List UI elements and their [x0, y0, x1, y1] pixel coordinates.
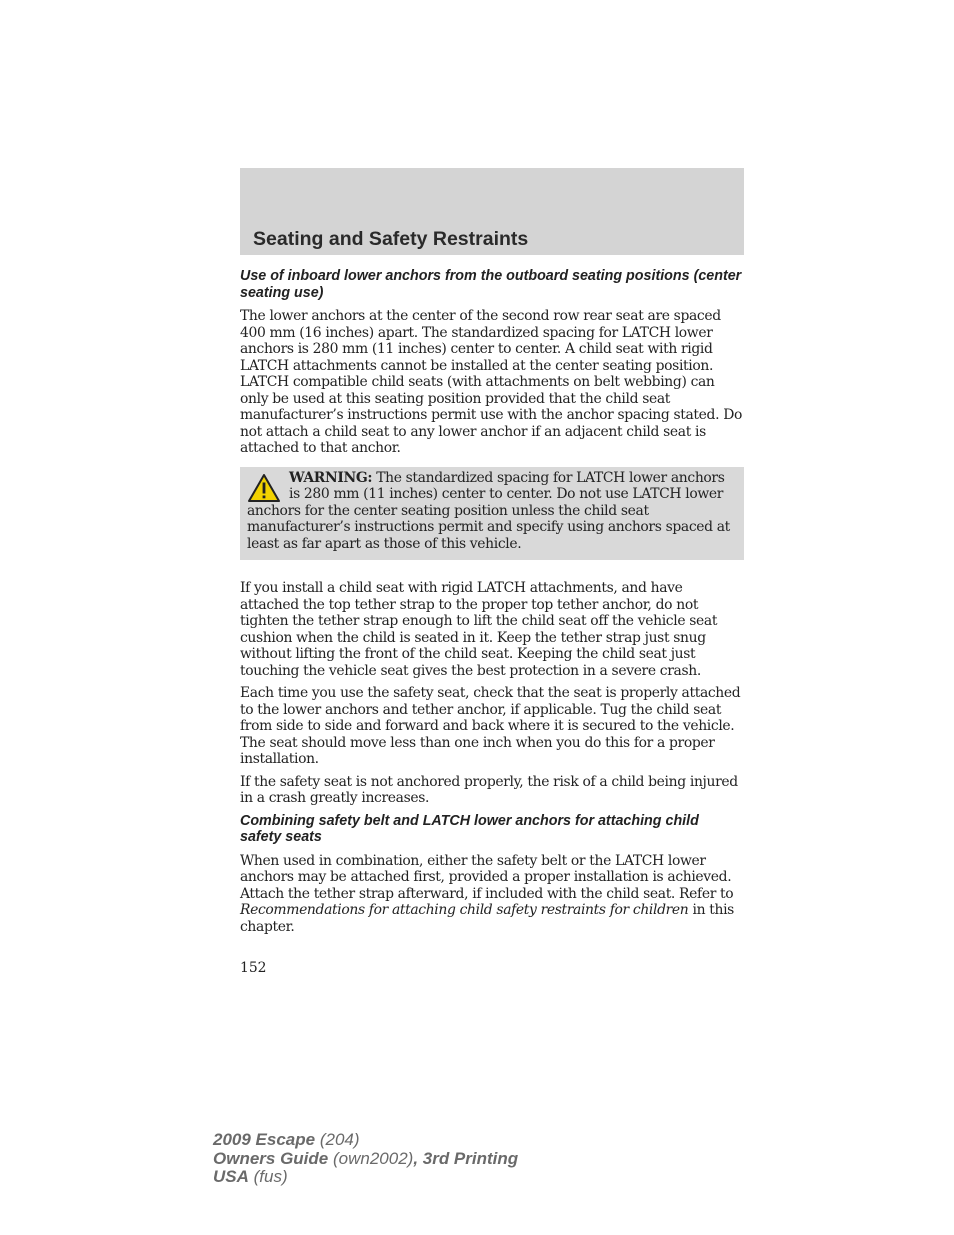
subheading-inboard-anchors: Use of inboard lower anchors from the outboard seating positions (center seating use) [240, 268, 742, 301]
footer-line-model: 2009 Escape (204) [213, 1130, 360, 1149]
combination-text-start: When used in combination, either the safety belt or the LATCH lower anchors may be attached first, provided a proper installation is achieved. Attach the tether strap afterward, if included with the child seat. Refer to [240, 852, 734, 902]
page-content [240, 268, 744, 941]
footer-line-region: USA (fus) [213, 1167, 288, 1186]
warning-text: The standardized spacing for LATCH lower anchors is 280 mm (11 inches) center to center. Do not use LATCH lower anchors for the center seating position unless the child seat manufacturer’s instructions permit and specify using anchors spaced at least as far apart as those of this vehicle. [247, 469, 730, 552]
page-number: 152 [240, 960, 267, 976]
paragraph-check-seat: Each time you use the safety seat, check that the seat is properly attached to the lower anchors and tether anchor, if applicable. Tug the child seat from side to side and forward and back where it is secured to the vehicle. The seat should move less than one inch when you do this for a proper installation. [240, 685, 741, 767]
warning-triangle-icon [247, 473, 281, 503]
combination-text-end: in this chapter. [240, 902, 734, 935]
paragraph-risk: If the safety seat is not anchored properly, the risk of a child being injured in a crash greatly increases. [240, 773, 738, 806]
paragraph-rigid-latch: If you install a child seat with rigid LATCH attachments, and have attached the top tether strap to the proper top tether anchor, do not tighten the tether strap enough to lift the child seat off the vehicle seat cushion when the child is seated in it. Keep the tether strap just snug without lifting the front of the child seat. Keeping the child seat just touching the vehicle seat gives the best protection in a severe crash. [240, 580, 718, 679]
paragraph-anchor-spacing: The lower anchors at the center of the second row rear seat are spaced 400 mm (16 inches) apart. The standardized spacing for LATCH lower anchors is 280 mm (11 inches) center to center. A child seat with rigid LATCH attachments cannot be installed at the center seating position. LATCH compatible child seats (with attachments on belt webbing) can only be used at this seating position provided that the child seat manufacturer’s instructions permit use with the anchor spacing stated. Do not attach a child seat to any lower anchor if an adjacent child seat is attached to that anchor. [240, 308, 743, 456]
footer-line-guide: Owners Guide (own2002), 3rd Printing [213, 1148, 519, 1168]
warning-label: WARNING: [289, 469, 373, 486]
warning-box [240, 467, 744, 561]
section-header-band [240, 168, 744, 255]
subheading-combining: Combining safety belt and LATCH lower anchors for attaching child safety seats [240, 812, 699, 845]
cross-reference: Recommendations for attaching child safety restraints for children [240, 902, 689, 918]
paragraph-combination [240, 853, 744, 936]
section-title: Seating and Safety Restraints [253, 228, 529, 250]
footer-info [213, 1131, 518, 1187]
